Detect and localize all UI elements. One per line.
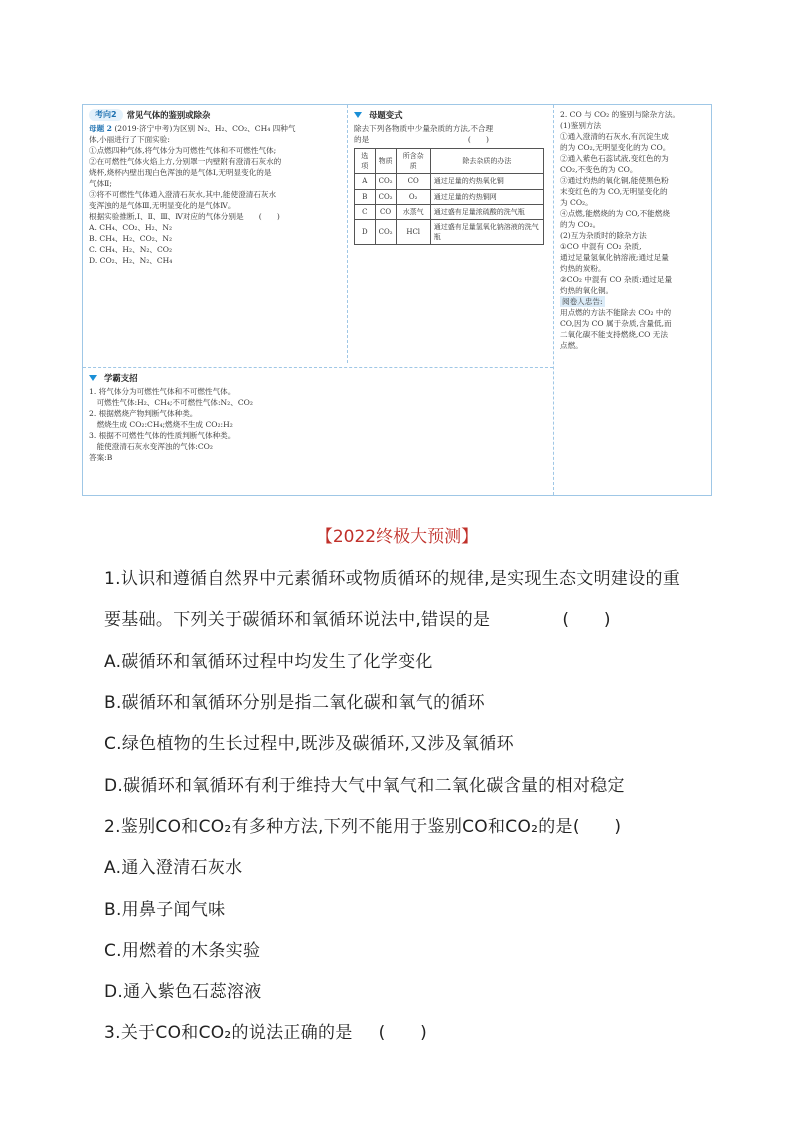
reader-advice-line: 用点燃的方法不能除去 CO₂ 中的 [560,308,672,317]
note-line: ④点燃,能燃烧的为 CO,不能燃烧 [560,209,670,218]
note-line: 的为 CO₂。 [560,220,601,229]
q3-stem-line [104,1018,744,1043]
note-line: ②CO₂ 中混有 CO 杂质:通过足量 [560,275,673,284]
q2-option-c[interactable]: C.用燃着的木条实验 [104,941,261,961]
mu-line: ②在可燃性气体火焰上方,分别罩一内壁附有澄清石灰水的 [89,157,282,167]
reader-advice-line: 点燃。 [560,341,583,350]
note-line: ③通过灼热的氧化铜,能使黑色粉 [560,176,669,185]
tip-line: 1. 将气体分为可燃性气体和不可燃性气体。 [89,387,236,397]
mu-option: D. CO₂、H₂、N₂、CH₄ [89,256,173,266]
q2-option-d[interactable]: D.通入紫色石蕊溶液 [104,982,262,1002]
table-header: 选项 [355,149,376,174]
note-line: ①通入澄清的石灰水,有沉淀生成 [560,132,669,141]
mu-line: 气体Ⅱ; [89,179,112,189]
table-header-row [355,149,544,174]
note-line: 灼热的炭粉。 [560,264,606,273]
note-line: 为 CO₂。 [560,198,593,207]
q2-option-b[interactable]: B.用鼻子闻气味 [104,900,226,920]
q1-stem-line2 [104,605,744,630]
tips-title: 学霸支招 [104,373,138,383]
table-header: 所含杂质 [396,149,430,174]
variant-question: 的是 ( ) [354,135,490,145]
tip-line: 3. 根据不可燃性气体的性质判断气体种类。 [89,431,236,441]
table-cell: CO₂ [375,219,396,244]
mu-line: 体,小丽进行了下面实验: [89,135,170,145]
table-row [355,189,544,204]
table-cell: D [355,219,376,244]
method-notes-panel [553,105,711,495]
variant-panel [347,105,553,363]
note-line: (1)鉴别方法 [560,121,602,130]
mu-line: ③将不可燃性气体通入澄清石灰水,其中,能使澄清石灰水 [89,190,277,200]
section-title: 【2022终极大预测】 [315,527,479,547]
kaoxiang-tag: 考向2 [89,109,123,121]
note-line: ①CO 中混有 CO₂ 杂质, [560,242,642,251]
tip-line: 能使澄清石灰水变浑浊的气体:CO₂ [89,442,213,452]
q2-stem: 2.鉴别CO和CO₂有多种方法,下列不能用于鉴别CO和CO₂的是( ) [104,817,622,837]
table-cell: CO [396,174,430,189]
table-cell: HCl [396,219,430,244]
mu-line: 烧杯,烧杯内壁出现白色浑浊的是气体Ⅰ,无明显变化的是 [89,168,272,178]
note-line: 末变红色的为 CO,无明显变化的 [560,187,668,196]
variant-title: 母题变式 [369,110,403,120]
table-cell: 通过盛有足量浓硫酸的洗气瓶 [430,204,543,219]
table-header: 除去杂质的办法 [430,149,543,174]
note-line: (2)互为杂质时的除杂方法 [560,231,647,240]
tip-line: 燃烧生成 CO₂:CH₄;燃烧不生成 CO₂:H₂ [89,420,233,430]
mu-option: B. CH₄、H₂、CO₂、N₂ [89,234,173,244]
answer-paren: ( ) [378,1023,428,1043]
note-line: 2. CO 与 CO₂ 的鉴别与除杂方法。 [560,110,680,119]
reader-advice-label: 阅卷人忠告: [562,297,603,306]
answer-paren: ( ) [562,610,611,630]
table-cell: A [355,174,376,189]
table-cell: B [355,189,376,204]
mu-line: (2019·济宁中考)为区别 N₂、H₂、CO₂、CH₄ 四种气 [114,124,296,134]
tips-panel [83,367,553,495]
q1-option-c[interactable]: C.绿色植物的生长过程中,既涉及碳循环,又涉及氧循环 [104,734,514,754]
q1-option-b[interactable]: B.碳循环和氧循环分别是指二氧化碳和氧气的循环 [104,693,485,713]
mu-line: 变浑浊的是气体Ⅲ,无明显变化的是气体Ⅳ。 [89,201,236,211]
mu-option: A. CH₄、CO₂、H₂、N₂ [89,223,173,233]
table-cell: C [355,204,376,219]
note-line: CO₂,不变色的为 CO。 [560,165,638,174]
variant-question: 除去下列各物质中少量杂质的方法,不合理 [354,124,494,134]
table-cell: 水蒸气 [396,204,430,219]
table-cell: 通过足量的灼热氧化铜 [430,174,543,189]
note-line: 灼热的氧化铜。 [560,286,614,295]
textbook-scan-excerpt [82,104,712,496]
table-cell: 通过足量的灼热铜网 [430,189,543,204]
mu-label: 母题 [89,124,105,134]
table-cell: CO [375,204,396,219]
mu-option: C. CH₄、H₂、N₂、CO₂ [89,245,173,255]
q2-option-a[interactable]: A.通入澄清石灰水 [104,858,243,878]
q3-stem-text: 3.关于CO和CO₂的说法正确的是 [104,1023,353,1043]
table-row [355,219,544,244]
mu-line: ①点燃四种气体,将气体分为可燃性气体和不可燃性气体; [89,146,277,156]
impurity-table [354,148,544,245]
q1-option-a[interactable]: A.碳循环和氧循环过程中均发生了化学变化 [104,652,433,672]
q1-option-d[interactable]: D.碳循环和氧循环有利于维持大气中氧气和二氧化碳含量的相对稳定 [104,776,625,796]
reader-advice-line: CO,因为 CO 属于杂质,含量低,而 [560,319,672,328]
kaoxiang-title: 常见气体的鉴别或除杂 [126,110,211,120]
reader-advice-line: 二氧化碳不能支持燃烧,CO 无法 [560,330,668,339]
table-row [355,174,544,189]
note-line: 的为 CO₂,无明显变化的为 CO。 [560,143,671,152]
table-header: 物质 [375,149,396,174]
table-cell: CO₂ [375,174,396,189]
mu-line: 根据实验推断,Ⅰ、Ⅱ、Ⅲ、Ⅳ对应的气体分别是 ( ) [89,212,280,222]
table-cell: CO₂ [375,189,396,204]
q1-stem-text: 要基础。下列关于碳循环和氧循环说法中,错误的是 [104,610,491,630]
note-line: ②通入紫色石蕊试液,变红色的为 [560,154,669,163]
tip-line: 2. 根据燃烧产物判断气体种类。 [89,409,198,419]
q1-stem-line1: 1.认识和遵循自然界中元素循环或物质循环的规律,是实现生态文明建设的重 [104,569,681,589]
table-cell: O₂ [396,189,430,204]
table-cell: 通过盛有足量氢氧化钠溶液的洗气瓶 [430,219,543,244]
mother-question-panel [83,105,347,363]
table-row [355,204,544,219]
triangle-icon [89,375,97,381]
tip-line: 可燃性气体:H₂、CH₄;不可燃性气体:N₂、CO₂ [89,398,253,408]
note-line: 通过足量氢氧化钠溶液;通过足量 [560,253,669,262]
mu-num: 2 [106,124,112,134]
triangle-icon [354,112,362,118]
answer-line: 答案:B [89,453,113,463]
